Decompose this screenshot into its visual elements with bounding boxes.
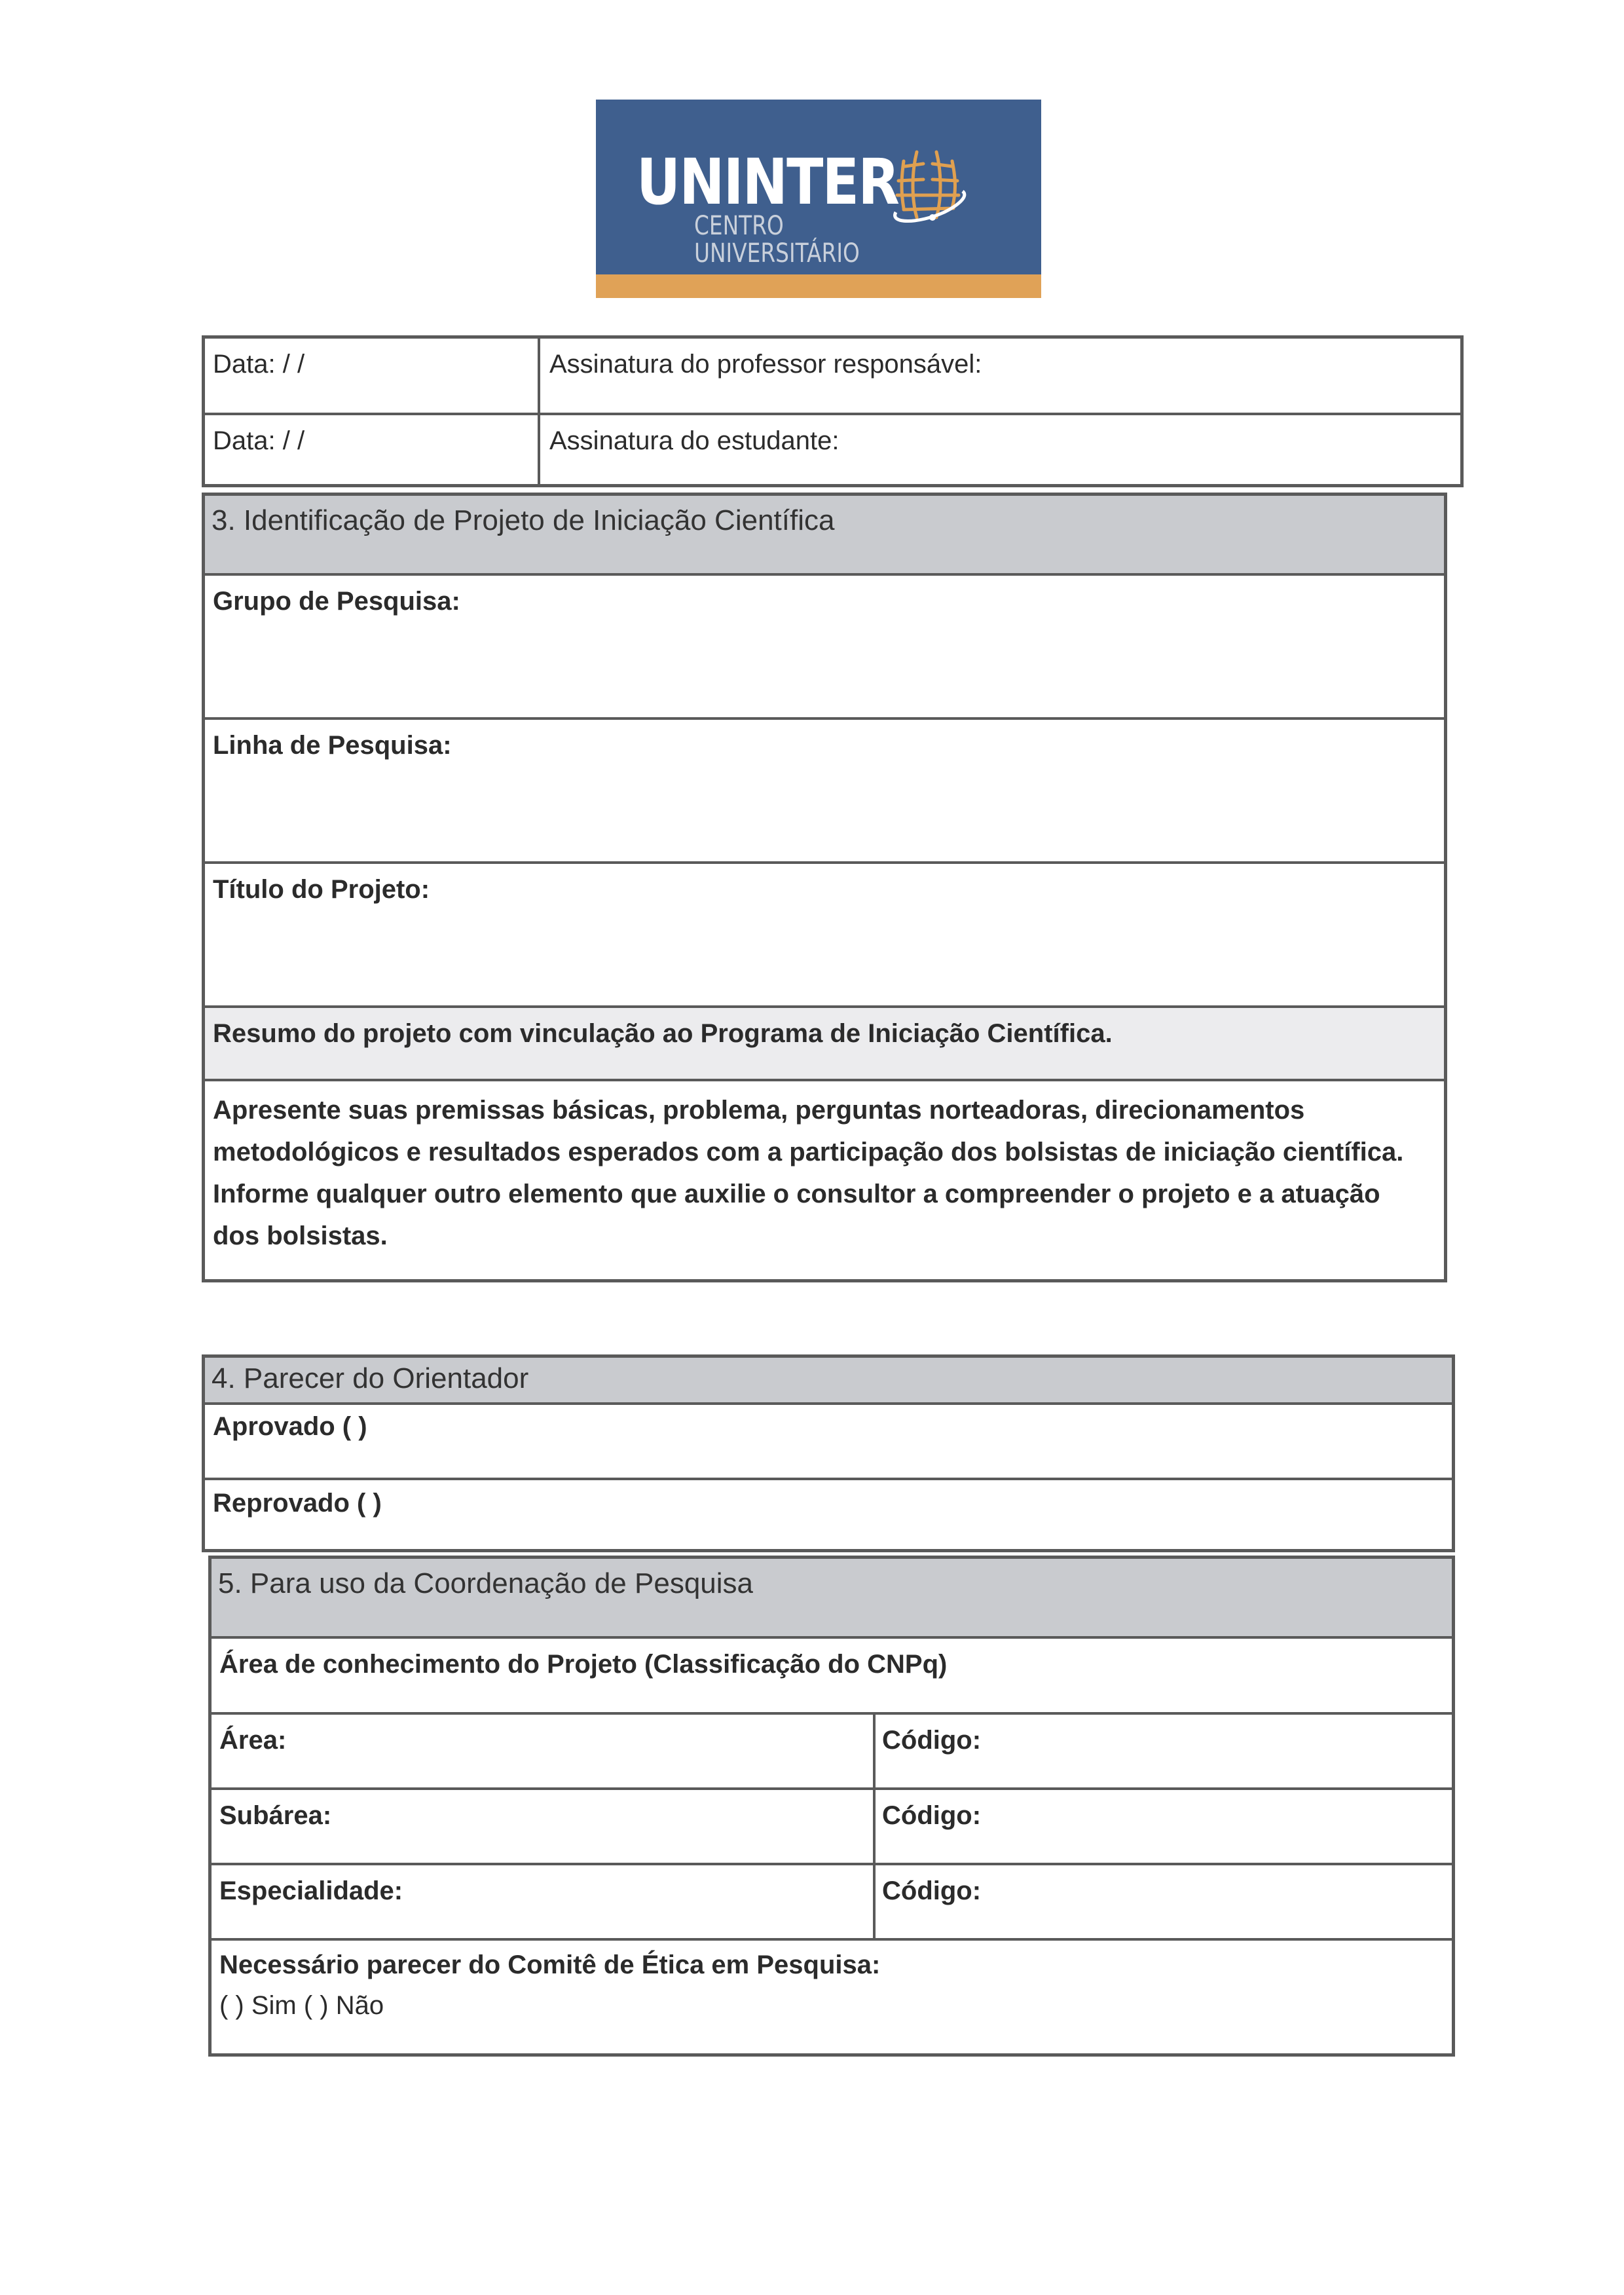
field-titulo-projeto[interactable] (205, 861, 1444, 1005)
field-grupo-pesquisa[interactable] (205, 573, 1444, 717)
logo-orange-band (596, 274, 1041, 298)
subarea-code-field[interactable]: Código: (882, 1801, 982, 1830)
date-field-student[interactable]: Data: / / (213, 426, 305, 455)
field-label: Linha de Pesquisa: (213, 731, 452, 760)
signature-field-student[interactable]: Assinatura do estudante: (549, 426, 840, 455)
signature-row-student (205, 413, 1460, 484)
knowledge-area-subtitle-row (212, 1636, 1452, 1712)
subarea-field[interactable]: Subárea: (219, 1801, 332, 1830)
globe-icon (892, 147, 970, 225)
section-5-header (212, 1559, 1452, 1636)
row-subarea (212, 1787, 1452, 1863)
logo-subtitle (694, 212, 860, 267)
signature-row-professor (205, 339, 1460, 413)
option-reprovado-label: Reprovado ( ) (213, 1489, 382, 1518)
especialidade-field[interactable]: Especialidade: (219, 1876, 403, 1905)
section-3-title: 3. Identificação de Projeto de Iniciação Científica (212, 504, 835, 536)
date-field-professor[interactable]: Data: / / (213, 350, 305, 379)
section-5-title: 5. Para uso da Coordenação de Pesquisa (218, 1567, 754, 1599)
option-reprovado[interactable] (205, 1478, 1452, 1549)
section-4-title: 4. Parecer do Orientador (212, 1362, 529, 1394)
logo-subtitle-line1: CENTRO (694, 211, 784, 241)
option-aprovado-label: Aprovado ( ) (213, 1412, 367, 1441)
section-4-header (205, 1358, 1452, 1402)
row-especialidade (212, 1863, 1452, 1938)
ethics-options[interactable]: ( ) Sim ( ) Não (219, 1991, 384, 2020)
area-code-field[interactable]: Código: (882, 1726, 982, 1755)
signature-field-professor[interactable]: Assinatura do professor responsável: (549, 350, 982, 379)
uninter-logo (596, 100, 1041, 298)
summary-heading-row (205, 1005, 1444, 1079)
summary-heading: Resumo do projeto com vinculação ao Programa de Iniciação Científica. (213, 1019, 1113, 1048)
especialidade-code-field[interactable]: Código: (882, 1876, 982, 1905)
logo-subtitle-line2: UNIVERSITÁRIO (694, 238, 860, 269)
row-area (212, 1712, 1452, 1787)
section-3-project-identification (202, 493, 1447, 1282)
summary-instructions-row[interactable] (205, 1079, 1444, 1279)
option-aprovado[interactable] (205, 1402, 1452, 1478)
ethics-committee-row (212, 1938, 1452, 2053)
field-label: Título do Projeto: (213, 875, 430, 904)
section-4-advisor-opinion (202, 1354, 1455, 1552)
knowledge-area-subtitle: Área de conhecimento do Projeto (Classificação do CNPq) (219, 1650, 948, 1679)
field-linha-pesquisa[interactable] (205, 717, 1444, 861)
ethics-question: Necessário parecer do Comitê de Ética em Pesquisa: (219, 1950, 881, 1979)
logo-brand-text: UNINTER (637, 145, 899, 219)
section-3-header (205, 496, 1444, 573)
summary-instructions: Apresente suas premissas básicas, problema, perguntas norteadoras, direcionamentos metodológicos e resultados esperados com a participação dos bolsistas de iniciação científica. Informe qualquer outro elemento que auxilie o consultor a compreender o projeto e a atuação dos bolsistas. (213, 1096, 1404, 1250)
area-field[interactable]: Área: (219, 1726, 287, 1755)
field-label: Grupo de Pesquisa: (213, 587, 460, 616)
section-5-research-coordination (208, 1556, 1455, 2057)
signatures-table (202, 335, 1464, 487)
